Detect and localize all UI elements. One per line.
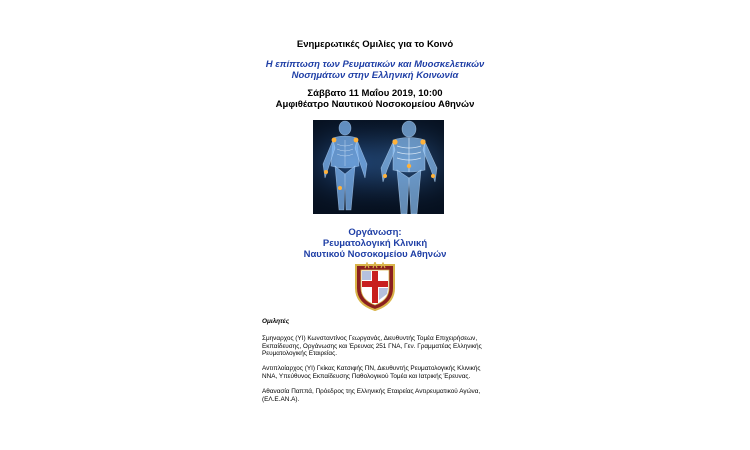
speakers-heading: Ομιλητές — [262, 318, 290, 325]
kicker-title: Ενημερωτικές Ομιλίες για το Κοινό — [296, 39, 454, 50]
organization-label: Οργάνωση: — [348, 227, 402, 238]
organization-line-2: Ναυτικού Νοσοκομείου Αθηνών — [303, 249, 447, 260]
subject-line-1: Η επίπτωση των Ρευματικών και Μυοσκελετικών — [265, 59, 485, 70]
organization-line-1: Ρευματολογική Κλινική — [322, 238, 428, 249]
speaker-item: Αντιπλοίαρχος (ΥΙ) Γκίκας Κατσιφής ΠΝ, Διευθυντής Ρευματολογικής Κλινικής ΝΝΑ, Υπεύθυνος Εκπαίδευσης Παθολογικού Τομέα και Ιατρικής Έρευνας. — [262, 365, 481, 380]
event-date: Σάββατο 11 Μαΐου 2019, 10:00 — [307, 88, 443, 99]
speaker-item: Αθανασία Παππά, Πρόεδρος της Ελληνικής Εταιρείας Αντιρευματικού Αγώνα, (ΕΛ.Ε.ΑΝ.Α). — [262, 387, 481, 403]
skeleton-xray-image — [313, 120, 444, 214]
naval-hospital-crest-icon — [353, 262, 397, 312]
event-venue: Αμφιθέατρο Ναυτικού Νοσοκομείου Αθηνών — [275, 99, 475, 110]
subject-line-2: Νοσημάτων στην Ελληνική Κοινωνία — [291, 70, 459, 81]
speaker-item: Σμηναρχος (ΥΙ) Κωνσταντίνος Γεωργανάς, Διευθυντής Τομέα Επιχειρήσεων, Εκπαίδευσης, Οργάνωσης και Έρευνας 251 ΓΝΑ, Γεν. Γραμματέας Ελληνικής Ρευματολογικής Εταιρείας. — [262, 334, 482, 358]
speakers-section — [262, 318, 494, 410]
